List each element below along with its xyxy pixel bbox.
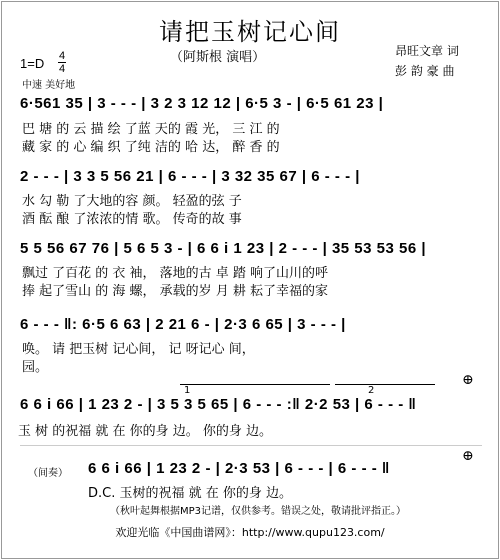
coda-icon: ⊕: [462, 373, 474, 388]
composer-credit: 彭 韵 豪 曲: [395, 64, 455, 78]
volta-bracket-1: [180, 384, 330, 385]
transcription-note: （秋叶起舞根据MP3记谱，仅供参考。错误之处，敬请批评指正。）: [110, 506, 407, 517]
site-footer: 欢迎光临《中国曲谱网》：http://www.qupu123.com/: [115, 526, 385, 539]
coda-icon-2: ⊕: [462, 449, 474, 464]
lyricist-credit: 昂旺文章 词: [395, 44, 459, 58]
notation-row-1: 6·561 35 | 3 - - - | 3 2 3 12 12 | 6·5 3 - | 6·5 61 23 |: [20, 95, 384, 112]
section-divider: [20, 445, 482, 446]
notation-row-2: 2 - - - | 3 3 5 56 21 | 6 - - - | 3 32 35 67 | 6 - - - |: [20, 168, 360, 185]
lyrics-row-2-verse-1: 水 勾 勒 了大地的容 颜。 轻盈的弦 子: [22, 194, 242, 209]
notation-row-6: 6 6 i 66 | 1 23 2 - | 2·3 53 | 6 - - - | 6 - - - ‖: [88, 460, 390, 477]
performer-subtitle: （阿斯根 演唱）: [170, 50, 266, 65]
notation-row-5: 6 6 i 66 | 1 23 2 - | 3 5 3 5 65 | 6 - - - :‖ 2·2 53 | 6 - - - ‖: [20, 396, 417, 413]
lyrics-row-1-verse-1: 巴 塘 的 云 描 绘 了蓝 天的 霞 光， 三 江 的: [22, 122, 280, 137]
lyrics-row-2-verse-2: 酒 酝 酿 了浓浓的情 歌。 传奇的故 事: [22, 212, 242, 227]
song-title: 请把玉树记心间: [159, 18, 341, 46]
notation-row-4: 6 - - - ‖: 6·5 6 63 | 2 21 6 - | 2·3 6 65 | 3 - - - |: [20, 316, 346, 333]
lyrics-row-4-verse-2: 园。: [22, 360, 49, 375]
interlude-label: （间奏）: [28, 468, 68, 479]
notation-row-3: 5 5 56 67 76 | 5 6 5 3 - | 6 6 i 1 23 | 2 - - - | 35 53 53 56 |: [20, 240, 427, 257]
lyrics-row-6: D.C. 玉树的祝福 就 在 你的身 边。: [88, 486, 293, 501]
lyrics-row-3-verse-2: 捧 起了雪山 的 海 螺， 承载的岁 月 耕 耘了幸福的家: [22, 284, 329, 299]
lyrics-row-5: 玉 树 的祝福 就 在 你的身 边。 你的身 边。: [18, 424, 273, 439]
lyrics-row-1-verse-2: 藏 家 的 心 编 织 了纯 洁的 哈 达， 醉 香 的: [22, 140, 280, 155]
volta-bracket-2: [335, 384, 435, 385]
time-signature-bottom: 4: [58, 63, 66, 75]
time-signature-top: 4: [58, 50, 66, 62]
volta-2-label: 2: [368, 385, 375, 396]
key-signature: 1=D: [20, 56, 45, 71]
lyrics-row-3-verse-1: 飘过 了百花 的 衣 袖， 落地的古 卓 踏 响了山川的呼: [22, 266, 329, 281]
lyrics-row-4-verse-1: 唤。 请 把玉树 记心间， 记 呀记心 间，: [22, 342, 255, 357]
tempo-marking: 中速 美好地: [22, 80, 76, 91]
time-signature: [58, 50, 66, 75]
volta-1-label: 1: [184, 385, 191, 396]
